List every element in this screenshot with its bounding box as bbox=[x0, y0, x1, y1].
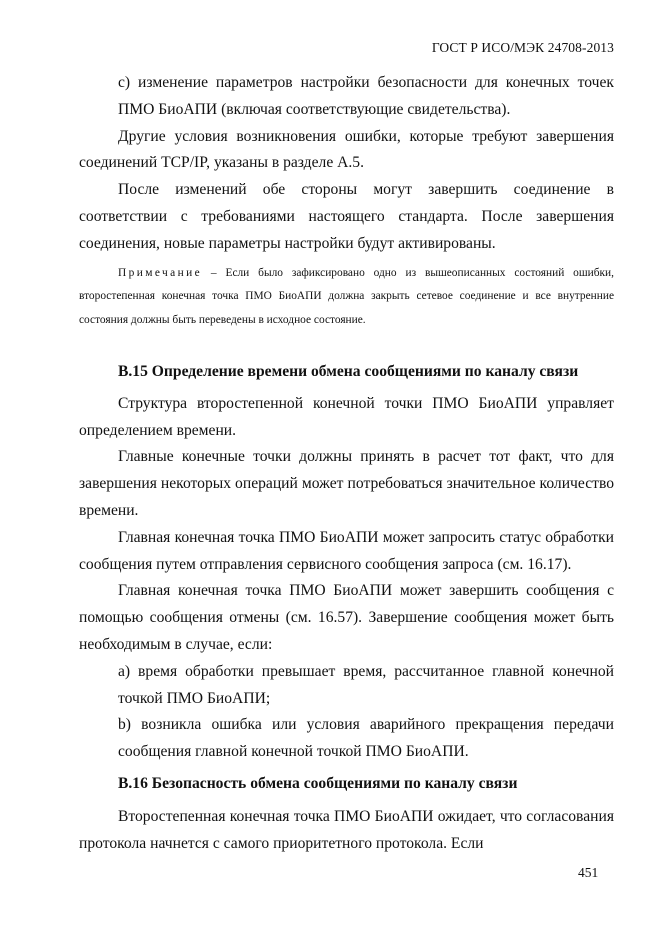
note-text: – Если было зафиксировано одно из вышеописанных состояний ошибки, второстепенная конечная точка ПМО БиоАПИ должна закрыть сетевое соединение и все внутренние состояния должны быть переведены в исходное состояние. bbox=[79, 266, 614, 326]
list-item-b: b) возникла ошибка или условия аварийного прекращения передачи сообщения главной конечной точкой ПМО БиоАПИ. bbox=[118, 716, 614, 761]
list-item-a: a) время обработки превышает время, рассчитанное главной конечной точкой ПМО БиоАПИ; bbox=[118, 662, 614, 707]
section-heading-b16: B.16 Безопасность обмена сообщениями по каналу связи bbox=[118, 775, 518, 793]
note-label: Примечание bbox=[118, 266, 203, 279]
paragraph-main-endpoints: Главные конечные точки должны принять в расчет тот факт, что для завершения некоторых операций может потребоваться значительное количество времени. bbox=[79, 448, 614, 520]
paragraph-protocol-negotiation: Второстепенная конечная точка ПМО БиоАПИ ожидает, что согласования протокола начнется с самого приоритетного протокола. Если bbox=[79, 807, 614, 852]
note-paragraph bbox=[79, 262, 614, 333]
paragraph-after-changes: После изменений обе стороны могут завершить соединение в соответствии с требованиями настоящего стандарта. После завершения соединения, новые параметры настройки будут активированы. bbox=[79, 181, 614, 252]
page-content bbox=[79, 70, 614, 857]
page-number: 451 bbox=[578, 865, 599, 880]
list-item-c: c) изменение параметров настройки безопасности для конечных точек ПМО БиоАПИ (включая соответствующие свидетельства). bbox=[118, 74, 614, 118]
paragraph-cancel: Главная конечная точка ПМО БиоАПИ может завершить сообщения с помощью сообщения отмены (см. 16.57). Завершение сообщения может быть необходимым в случае, если: bbox=[79, 582, 614, 654]
section-heading-b15: B.15 Определение времени обмена сообщениями по каналу связи bbox=[118, 363, 579, 381]
paragraph-tcp-errors: Другие условия возникновения ошибки, которые требуют завершения соединений TCP/IP, указаны в разделе А.5. bbox=[79, 127, 614, 172]
paragraph-status-request: Главная конечная точка ПМО БиоАПИ может запросить статус обработки сообщения путем отправления сервисного сообщения запроса (см. 16.17). bbox=[79, 528, 614, 573]
paragraph-structure: Структура второстепенной конечной точки ПМО БиоАПИ управляет определением времени. bbox=[79, 394, 614, 439]
standard-code-header: ГОСТ Р ИСО/МЭК 24708-2013 bbox=[431, 40, 614, 55]
